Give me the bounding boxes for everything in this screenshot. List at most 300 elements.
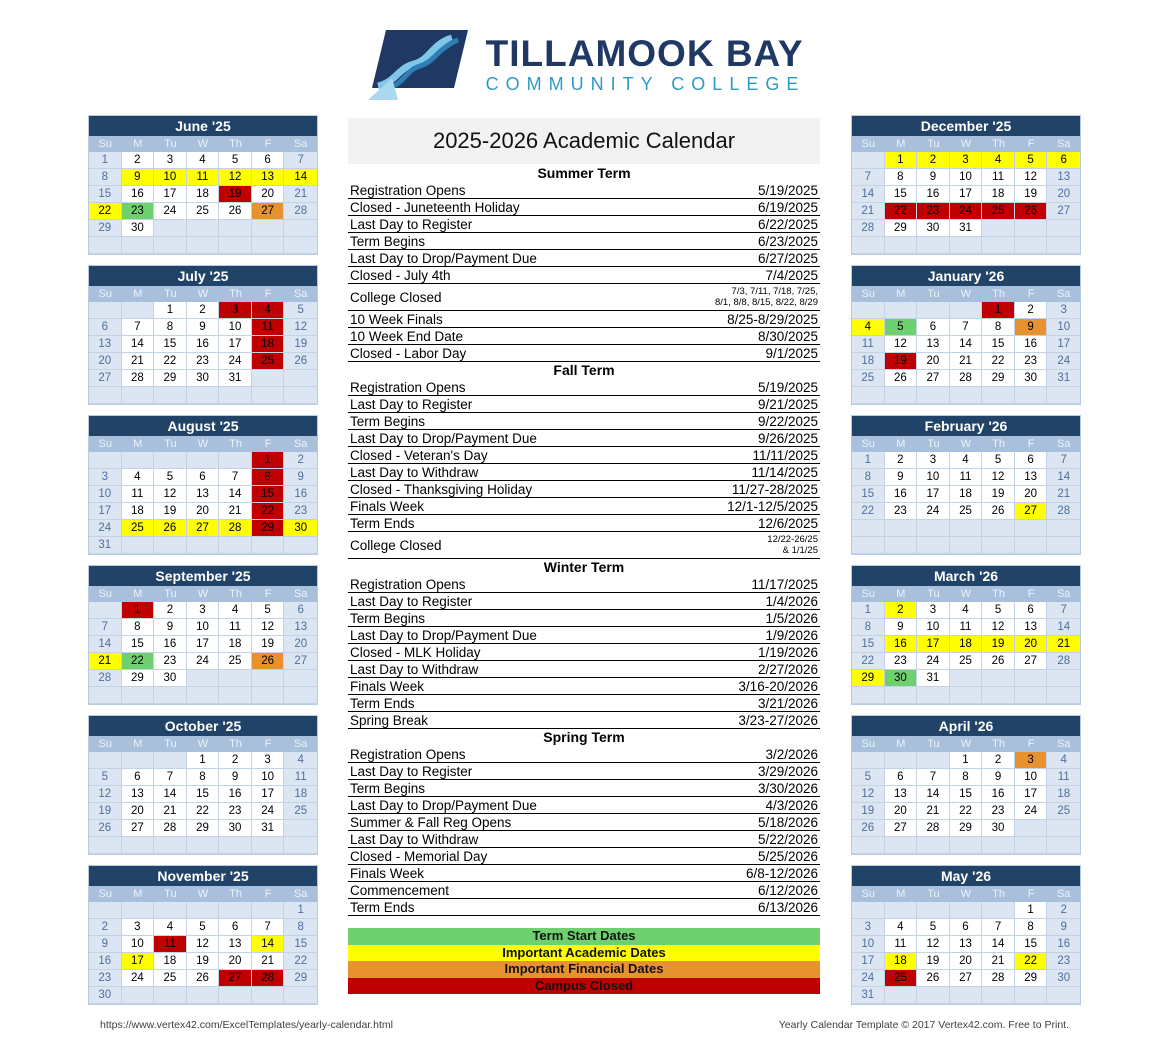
weekday-label: Sa xyxy=(1056,588,1071,600)
day-cell: 13 xyxy=(1015,469,1048,486)
term-row xyxy=(348,763,820,780)
term-row-date: 8/30/2025 xyxy=(757,328,818,344)
day-cell: 15 xyxy=(852,486,885,503)
day-cell: 13 xyxy=(252,169,285,186)
weekday-label: Su xyxy=(98,138,113,150)
month-grid xyxy=(852,302,1080,404)
day-cell: 12 xyxy=(187,936,220,953)
day-cell: 20 xyxy=(1015,486,1048,503)
day-cell: 10 xyxy=(219,319,252,336)
day-cell: 19 xyxy=(89,803,122,820)
term-row-label: Spring Break xyxy=(350,712,429,728)
term-row-label: Closed - Juneteenth Holiday xyxy=(350,199,520,215)
day-cell xyxy=(917,687,950,704)
day-cell xyxy=(284,837,317,854)
day-cell: 31 xyxy=(917,670,950,687)
day-cell xyxy=(252,670,285,687)
day-cell xyxy=(885,687,918,704)
day-cell xyxy=(89,302,122,319)
term-row xyxy=(348,311,820,328)
day-cell xyxy=(1015,687,1048,704)
month-title: January '26 xyxy=(852,266,1080,286)
college-logo xyxy=(0,28,1173,102)
weekday-label: Su xyxy=(98,438,113,450)
day-cell: 23 xyxy=(284,503,317,520)
weekday-label: F xyxy=(1027,438,1035,450)
month-grid xyxy=(852,752,1080,854)
day-cell: 30 xyxy=(89,987,122,1004)
month-calendar xyxy=(851,265,1081,405)
day-cell: 23 xyxy=(89,970,122,987)
term-row xyxy=(348,848,820,865)
day-cell: 3 xyxy=(252,752,285,769)
day-cell: 26 xyxy=(917,970,950,987)
term-row-date: 5/19/2025 xyxy=(757,182,818,198)
day-cell: 4 xyxy=(187,152,220,169)
day-cell xyxy=(1015,387,1048,404)
month-title: June '25 xyxy=(89,116,317,136)
day-cell: 26 xyxy=(252,653,285,670)
day-cell xyxy=(89,687,122,704)
day-cell: 15 xyxy=(89,186,122,203)
weekday-label: M xyxy=(133,288,143,300)
day-cell xyxy=(89,452,122,469)
template-url-link[interactable]: https://www.vertex42.com/ExcelTemplates/yearly-calendar.html xyxy=(100,1019,393,1031)
day-cell: 27 xyxy=(917,370,950,387)
term-row xyxy=(348,678,820,695)
day-cell: 18 xyxy=(885,953,918,970)
month-title: December '25 xyxy=(852,116,1080,136)
day-cell: 21 xyxy=(252,953,285,970)
day-cell: 5 xyxy=(982,452,1015,469)
weekday-label: W xyxy=(197,738,209,750)
day-cell: 20 xyxy=(917,353,950,370)
day-cell xyxy=(252,370,285,387)
weekday-label: Tu xyxy=(164,288,177,300)
day-cell xyxy=(252,837,285,854)
day-cell xyxy=(917,752,950,769)
day-cell: 16 xyxy=(885,636,918,653)
day-cell: 17 xyxy=(219,336,252,353)
day-cell: 30 xyxy=(284,520,317,537)
day-cell xyxy=(885,520,918,537)
day-cell: 24 xyxy=(950,203,983,220)
day-cell: 13 xyxy=(950,936,983,953)
weekday-label: Su xyxy=(98,888,113,900)
weekday-label: Su xyxy=(861,438,876,450)
day-cell xyxy=(917,237,950,254)
day-cell: 2 xyxy=(982,752,1015,769)
month-calendar xyxy=(851,715,1081,855)
weekday-label: Th xyxy=(992,138,1005,150)
day-cell: 3 xyxy=(917,452,950,469)
day-cell: 2 xyxy=(89,919,122,936)
day-cell xyxy=(852,387,885,404)
day-cell: 24 xyxy=(917,503,950,520)
weekday-label: F xyxy=(264,738,272,750)
term-row xyxy=(348,267,820,284)
weekday-label: W xyxy=(960,438,972,450)
weekday-label: M xyxy=(896,588,906,600)
day-cell xyxy=(89,237,122,254)
day-cell xyxy=(89,602,122,619)
day-cell: 26 xyxy=(284,353,317,370)
month-calendar xyxy=(88,265,318,405)
day-cell: 8 xyxy=(852,469,885,486)
day-cell: 23 xyxy=(187,353,220,370)
day-cell xyxy=(885,902,918,919)
term-row-date: 6/27/2025 xyxy=(757,250,818,266)
weekday-label: Tu xyxy=(927,288,940,300)
weekday-header-row xyxy=(852,586,1080,602)
day-cell: 12 xyxy=(852,786,885,803)
day-cell xyxy=(187,902,220,919)
weekday-label: Sa xyxy=(293,588,308,600)
weekday-label: Th xyxy=(229,288,242,300)
day-cell: 29 xyxy=(89,220,122,237)
day-cell: 28 xyxy=(1047,653,1080,670)
term-row xyxy=(348,576,820,593)
day-cell: 2 xyxy=(122,152,155,169)
term-row-date: 1/4/2026 xyxy=(765,593,818,609)
day-cell: 5 xyxy=(852,769,885,786)
day-cell xyxy=(187,452,220,469)
day-cell xyxy=(154,387,187,404)
day-cell: 22 xyxy=(284,953,317,970)
month-title: November '25 xyxy=(89,866,317,886)
day-cell: 13 xyxy=(917,336,950,353)
day-cell xyxy=(917,537,950,554)
weekday-label: Th xyxy=(229,138,242,150)
day-cell: 6 xyxy=(122,769,155,786)
day-cell: 28 xyxy=(252,970,285,987)
day-cell xyxy=(252,902,285,919)
day-cell: 24 xyxy=(154,203,187,220)
day-cell: 10 xyxy=(1015,769,1048,786)
day-cell: 24 xyxy=(89,520,122,537)
month-title: September '25 xyxy=(89,566,317,586)
day-cell: 26 xyxy=(89,820,122,837)
term-row-label: 10 Week Finals xyxy=(350,311,443,327)
day-cell: 31 xyxy=(950,220,983,237)
day-cell: 27 xyxy=(885,820,918,837)
weekday-label: Th xyxy=(992,738,1005,750)
day-cell xyxy=(1047,520,1080,537)
day-cell: 14 xyxy=(950,336,983,353)
day-cell xyxy=(950,520,983,537)
day-cell: 29 xyxy=(284,970,317,987)
term-row-label: Last Day to Withdraw xyxy=(350,464,479,480)
day-cell xyxy=(284,987,317,1004)
day-cell xyxy=(122,987,155,1004)
term-row-label: Last Day to Drop/Payment Due xyxy=(350,250,537,266)
weekday-label: Th xyxy=(229,888,242,900)
month-grid xyxy=(89,152,317,254)
day-cell xyxy=(219,537,252,554)
day-cell: 23 xyxy=(122,203,155,220)
day-cell: 25 xyxy=(885,970,918,987)
day-cell: 7 xyxy=(219,469,252,486)
day-cell: 7 xyxy=(1047,602,1080,619)
day-cell: 16 xyxy=(122,186,155,203)
day-cell: 25 xyxy=(1047,803,1080,820)
day-cell: 22 xyxy=(122,653,155,670)
day-cell: 19 xyxy=(852,803,885,820)
day-cell: 10 xyxy=(917,619,950,636)
day-cell: 6 xyxy=(252,152,285,169)
term-row-date: 9/1/2025 xyxy=(765,345,818,361)
day-cell: 8 xyxy=(284,919,317,936)
day-cell: 4 xyxy=(852,319,885,336)
day-cell xyxy=(219,387,252,404)
day-cell xyxy=(950,987,983,1004)
day-cell: 30 xyxy=(122,220,155,237)
term-row xyxy=(348,865,820,882)
day-cell xyxy=(1047,670,1080,687)
month-calendar xyxy=(88,865,318,1005)
day-cell: 16 xyxy=(284,486,317,503)
weekday-header-row xyxy=(89,286,317,302)
weekday-header-row xyxy=(89,736,317,752)
day-cell: 11 xyxy=(122,486,155,503)
day-cell: 5 xyxy=(252,602,285,619)
day-cell xyxy=(122,537,155,554)
day-cell: 1 xyxy=(852,602,885,619)
day-cell: 25 xyxy=(852,370,885,387)
day-cell: 1 xyxy=(122,602,155,619)
day-cell: 10 xyxy=(950,169,983,186)
day-cell: 2 xyxy=(284,452,317,469)
day-cell: 18 xyxy=(950,636,983,653)
term-row xyxy=(348,814,820,831)
day-cell: 24 xyxy=(852,970,885,987)
day-cell: 26 xyxy=(154,520,187,537)
day-cell: 11 xyxy=(284,769,317,786)
weekday-label: Th xyxy=(229,738,242,750)
day-cell: 27 xyxy=(219,970,252,987)
day-cell: 16 xyxy=(1015,336,1048,353)
month-calendar xyxy=(851,115,1081,255)
day-cell: 28 xyxy=(917,820,950,837)
term-row-label: Term Begins xyxy=(350,233,426,249)
day-cell xyxy=(917,520,950,537)
day-cell: 27 xyxy=(89,370,122,387)
day-cell: 4 xyxy=(982,152,1015,169)
term-row-date: 3/2/2026 xyxy=(765,746,818,762)
day-cell: 17 xyxy=(950,186,983,203)
day-cell: 4 xyxy=(950,602,983,619)
term-row-label: Term Begins xyxy=(350,610,426,626)
day-cell xyxy=(187,387,220,404)
term-row-label: Last Day to Register xyxy=(350,593,473,609)
day-cell: 9 xyxy=(885,469,918,486)
legend-row: Important Financial Dates xyxy=(348,961,820,978)
day-cell: 27 xyxy=(1015,653,1048,670)
day-cell: 30 xyxy=(1047,970,1080,987)
weekday-label: Sa xyxy=(1056,288,1071,300)
day-cell: 14 xyxy=(1047,619,1080,636)
term-row xyxy=(348,661,820,678)
day-cell xyxy=(885,537,918,554)
day-cell: 11 xyxy=(950,619,983,636)
day-cell: 19 xyxy=(885,353,918,370)
day-cell: 5 xyxy=(284,302,317,319)
day-cell xyxy=(284,670,317,687)
day-cell xyxy=(89,837,122,854)
day-cell xyxy=(252,387,285,404)
day-cell: 3 xyxy=(219,302,252,319)
term-row xyxy=(348,498,820,515)
day-cell: 7 xyxy=(284,152,317,169)
day-cell xyxy=(982,237,1015,254)
day-cell xyxy=(917,387,950,404)
term-row-label: 10 Week End Date xyxy=(350,328,464,344)
day-cell xyxy=(950,387,983,404)
term-row-date: 11/17/2025 xyxy=(751,576,818,592)
weekday-label: M xyxy=(133,888,143,900)
day-cell: 17 xyxy=(917,636,950,653)
day-cell: 10 xyxy=(252,769,285,786)
day-cell: 11 xyxy=(885,936,918,953)
month-title: February '26 xyxy=(852,416,1080,436)
day-cell xyxy=(122,687,155,704)
month-grid xyxy=(89,902,317,1004)
term-row-label: Registration Opens xyxy=(350,746,466,762)
day-cell: 9 xyxy=(284,469,317,486)
day-cell: 28 xyxy=(219,520,252,537)
day-cell: 6 xyxy=(885,769,918,786)
day-cell: 12 xyxy=(252,619,285,636)
month-calendar xyxy=(88,115,318,255)
weekday-label: F xyxy=(264,888,272,900)
day-cell xyxy=(1047,987,1080,1004)
day-cell xyxy=(284,820,317,837)
day-cell: 27 xyxy=(252,203,285,220)
day-cell: 21 xyxy=(89,653,122,670)
day-cell xyxy=(1015,520,1048,537)
day-cell: 24 xyxy=(1047,353,1080,370)
term-row-date: 11/27-28/2025 xyxy=(731,481,818,497)
day-cell: 28 xyxy=(982,970,1015,987)
day-cell: 23 xyxy=(1015,353,1048,370)
day-cell: 25 xyxy=(219,653,252,670)
day-cell: 27 xyxy=(122,820,155,837)
day-cell: 25 xyxy=(154,970,187,987)
day-cell: 2 xyxy=(917,152,950,169)
day-cell: 31 xyxy=(219,370,252,387)
day-cell: 3 xyxy=(950,152,983,169)
day-cell xyxy=(1015,537,1048,554)
month-grid xyxy=(89,602,317,704)
day-cell: 14 xyxy=(122,336,155,353)
day-cell xyxy=(852,152,885,169)
term-row-date: 5/22/2026 xyxy=(757,831,818,847)
day-cell: 21 xyxy=(950,353,983,370)
term-row-label: Closed - July 4th xyxy=(350,267,451,283)
month-calendar xyxy=(851,565,1081,705)
day-cell: 12 xyxy=(885,336,918,353)
day-cell xyxy=(187,537,220,554)
term-row-label: College Closed xyxy=(350,537,442,553)
day-cell xyxy=(219,670,252,687)
weekday-label: Sa xyxy=(293,738,308,750)
day-cell: 3 xyxy=(852,919,885,936)
weekday-label: W xyxy=(960,138,972,150)
day-cell: 30 xyxy=(219,820,252,837)
term-row-label: Registration Opens xyxy=(350,576,466,592)
day-cell: 2 xyxy=(885,452,918,469)
logo-subtitle: COMMUNITY COLLEGE xyxy=(485,74,806,94)
day-cell: 7 xyxy=(1047,452,1080,469)
day-cell xyxy=(950,837,983,854)
weekday-label: M xyxy=(133,588,143,600)
day-cell: 7 xyxy=(252,919,285,936)
day-cell: 29 xyxy=(122,670,155,687)
month-title: October '25 xyxy=(89,716,317,736)
day-cell xyxy=(982,687,1015,704)
day-cell: 25 xyxy=(950,503,983,520)
weekday-label: Sa xyxy=(293,288,308,300)
month-title: March '26 xyxy=(852,566,1080,586)
day-cell: 21 xyxy=(122,353,155,370)
day-cell: 5 xyxy=(154,469,187,486)
term-row-label: Term Ends xyxy=(350,899,415,915)
legend-row: Term Start Dates xyxy=(348,928,820,945)
day-cell: 26 xyxy=(1015,203,1048,220)
weekday-label: Su xyxy=(861,888,876,900)
day-cell xyxy=(917,837,950,854)
weekday-label: M xyxy=(133,138,143,150)
month-calendar xyxy=(88,415,318,555)
weekday-label: Su xyxy=(861,138,876,150)
term-row-label: Last Day to Drop/Payment Due xyxy=(350,430,537,446)
day-cell xyxy=(1047,220,1080,237)
term-section-title: Spring Term xyxy=(543,729,625,745)
term-row-label: Last Day to Withdraw xyxy=(350,661,479,677)
day-cell xyxy=(885,237,918,254)
day-cell xyxy=(187,220,220,237)
day-cell: 19 xyxy=(982,636,1015,653)
weekday-label: W xyxy=(197,288,209,300)
weekday-label: Su xyxy=(861,738,876,750)
day-cell: 3 xyxy=(1015,752,1048,769)
day-cell: 15 xyxy=(982,336,1015,353)
day-cell: 7 xyxy=(950,319,983,336)
day-cell: 15 xyxy=(852,636,885,653)
weekday-label: F xyxy=(1027,888,1035,900)
term-row-label: Closed - Thanksgiving Holiday xyxy=(350,481,533,497)
term-row-label: Closed - MLK Holiday xyxy=(350,644,481,660)
day-cell xyxy=(154,237,187,254)
day-cell: 15 xyxy=(950,786,983,803)
day-cell: 4 xyxy=(885,919,918,936)
day-cell: 22 xyxy=(852,653,885,670)
day-cell: 18 xyxy=(122,503,155,520)
term-section-title: Fall Term xyxy=(553,362,615,378)
left-month-column xyxy=(88,115,318,1015)
day-cell xyxy=(122,302,155,319)
term-row-date: 3/23-27/2026 xyxy=(738,712,818,728)
day-cell: 3 xyxy=(187,602,220,619)
day-cell: 9 xyxy=(917,169,950,186)
term-row-date: 3/16-20/2026 xyxy=(738,678,818,694)
weekday-label: Tu xyxy=(927,738,940,750)
weekday-header-row xyxy=(852,736,1080,752)
month-grid xyxy=(852,452,1080,554)
day-cell: 22 xyxy=(982,353,1015,370)
term-row-date: 7/3, 7/11, 7/18, 7/25, 8/1, 8/8, 8/15, 8/22, 8/29 xyxy=(715,286,818,308)
day-cell: 25 xyxy=(284,803,317,820)
